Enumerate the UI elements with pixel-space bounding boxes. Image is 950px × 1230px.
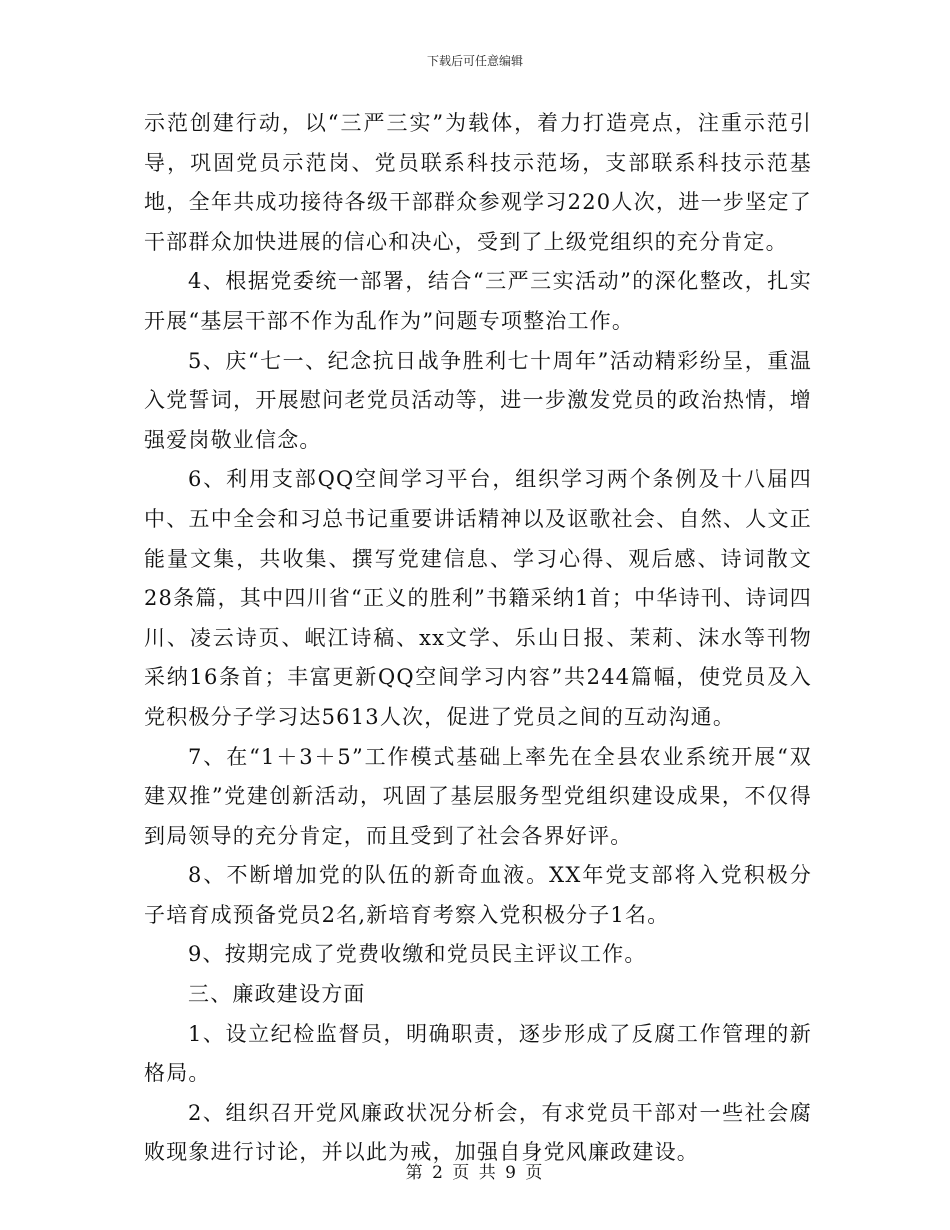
paragraph-item-7: 7、在“1＋3＋5”工作模式基础上率先在全县农业系统开展“双建双推”党建创新活动，巩固了基层服务型党组织建设成果，不仅得到局领导的充分肯定，而且受到了社会各界好评。 — [144, 744, 812, 848]
paragraph-item-9: 9、按期完成了党费收缴和党员民主评议工作。 — [188, 942, 647, 967]
paragraph-section3-item-2: 2、组织召开党风廉政状况分析会，有求党员干部对一些社会腐败现象进行讨论，并以此为戒，加强自身党风廉政建设。 — [144, 1100, 812, 1165]
page-number-footer: 第 2 页 共 9 页 — [405, 1163, 545, 1183]
paragraph-item-5: 5、庆“七一、纪念抗日战争胜利七十周年”活动精彩纷呈，重温入党誓词，开展慰问老党员活动等，进一步激发党员的政治热情，增强爱岗敬业信念。 — [144, 348, 812, 452]
document-body — [144, 104, 812, 1173]
paragraph-item-4: 4、根据党委统一部署，结合“三严三实活动”的深化整改，扎实开展“基层干部不作为乱作为”问题专项整治工作。 — [144, 269, 812, 333]
paragraph-continuation: 示范创建行动，以“三严三实”为载体，着力打造亮点，注重示范引导，巩固党员示范岗、党员联系科技示范场，支部联系科技示范基地，全年共成功接待各级干部群众参观学习220人次，进一步坚定了干部群众加快进展的信心和决心，受到了上级党组织的充分肯定。 — [144, 111, 812, 254]
paragraph-section3-item-1: 1、设立纪检监督员，明确职责，逐步形成了反腐工作管理的新格局。 — [144, 1021, 812, 1086]
paragraph-item-6: 6、利用支部QQ空间学习平台，组织学习两个条例及十八届四中、五中全会和习总书记重要讲话精神以及讴歌社会、自然、人文正能量文集，共收集、撰写党建信息、学习心得、观后感、诗词散文28条篇，其中四川省“正义的胜利”书籍采纳1首；中华诗刊、诗词四川、凌云诗页、岷江诗稿、xx文学、乐山日报、茉莉、沫水等刊物采纳16条首；丰富更新QQ空间学习内容”共244篇幅，使党员及入党积极分子学习达5613人次，促进了党员之间的互动沟通。 — [144, 467, 812, 729]
page-header: 下载后可任意编辑 — [426, 54, 523, 68]
paragraph-item-8: 8、不断增加党的队伍的新奇血液。XX年党支部将入党积极分子培育成预备党员2名,新培育考察入党积极分子1名。 — [144, 863, 812, 927]
section-heading: 三、廉政建设方面 — [188, 982, 366, 1007]
